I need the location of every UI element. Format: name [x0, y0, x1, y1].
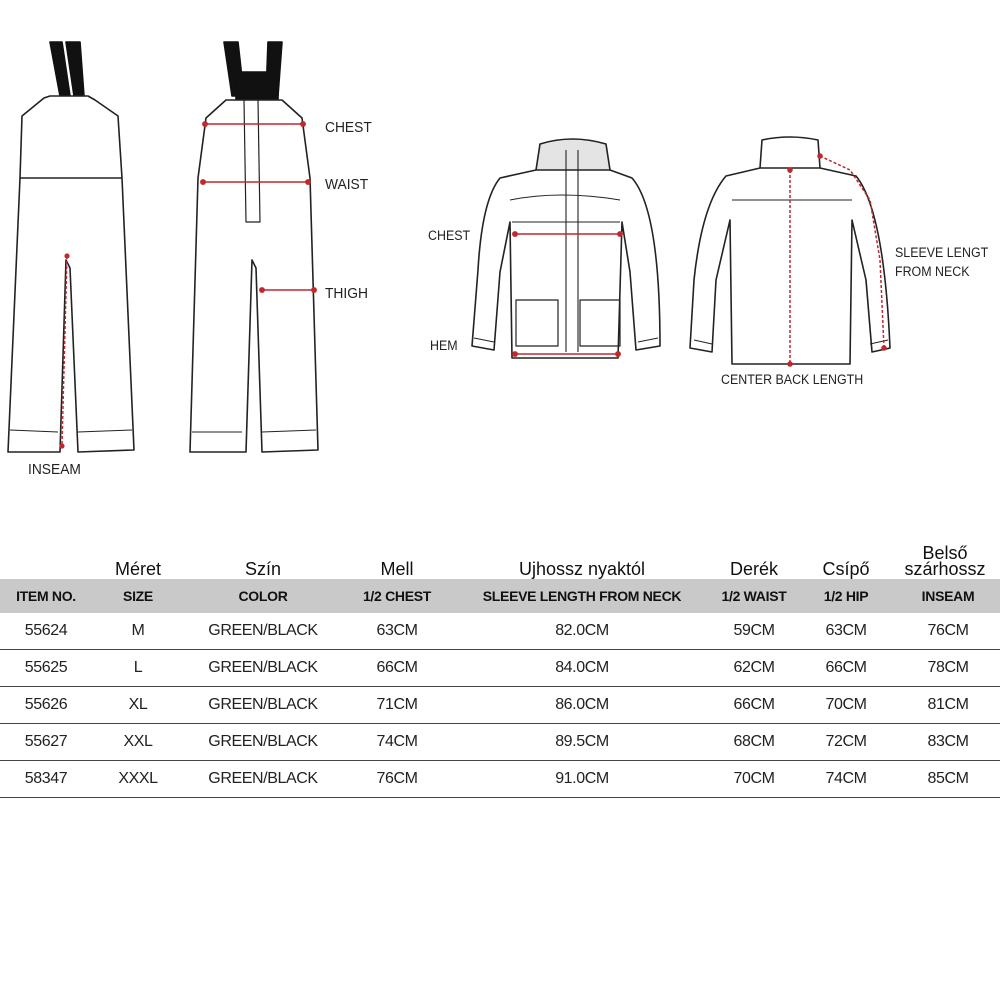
jacket-hem-label: HEM: [430, 338, 458, 353]
cell-item-no: 58347: [0, 761, 92, 798]
table-row: [0, 687, 1000, 724]
cell-chest: 74CM: [342, 724, 452, 761]
cell-size: L: [92, 650, 184, 687]
cell-chest: 76CM: [342, 761, 452, 798]
cell-sleeve: 84.0CM: [452, 650, 712, 687]
sleeve-length-label-line2: FROM NECK: [895, 264, 970, 279]
hu-header-color: Szín: [244, 559, 282, 579]
header-inseam: INSEAM: [896, 579, 1000, 613]
cell-waist: 70CM: [712, 761, 796, 798]
header-sleeve-length: SLEEVE LENGTH FROM NECK: [452, 579, 712, 613]
cell-inseam: 83CM: [896, 724, 1000, 761]
cell-chest: 66CM: [342, 650, 452, 687]
hu-header-inseam: Belső szárhossz: [904, 543, 986, 579]
cell-inseam: 76CM: [896, 613, 1000, 650]
bib-thigh-label: THIGH: [325, 285, 368, 302]
cell-size: XL: [92, 687, 184, 724]
cell-sleeve: 91.0CM: [452, 761, 712, 798]
hungarian-header-row: [0, 545, 1000, 579]
cell-sleeve: 82.0CM: [452, 613, 712, 650]
jacket-chest-label: CHEST: [428, 228, 471, 243]
hu-header-size: Méret: [114, 559, 161, 579]
cell-hip: 70CM: [796, 687, 896, 724]
cell-hip: 63CM: [796, 613, 896, 650]
header-half-chest: 1/2 CHEST: [342, 579, 452, 613]
cell-inseam: 85CM: [896, 761, 1000, 798]
english-header-row: [0, 579, 1000, 613]
bib-pants-back-drawing: [8, 42, 134, 452]
cell-color: GREEN/BLACK: [184, 724, 342, 761]
hu-header-chest: Mell: [380, 559, 414, 579]
header-half-waist: 1/2 WAIST: [712, 579, 796, 613]
header-color: COLOR: [184, 579, 342, 613]
cell-hip: 74CM: [796, 761, 896, 798]
size-chart-table: [0, 545, 1000, 798]
center-back-length-label: CENTER BACK LENGTH: [721, 372, 864, 387]
cell-color: GREEN/BLACK: [184, 613, 342, 650]
hu-header-item: [0, 545, 92, 579]
header-size: SIZE: [92, 579, 184, 613]
cell-item-no: 55627: [0, 724, 92, 761]
bib-waist-label: WAIST: [325, 176, 369, 193]
cell-hip: 66CM: [796, 650, 896, 687]
jacket-front-drawing: [472, 139, 660, 358]
cell-waist: 68CM: [712, 724, 796, 761]
cell-inseam: 78CM: [896, 650, 1000, 687]
cell-color: GREEN/BLACK: [184, 761, 342, 798]
cell-color: GREEN/BLACK: [184, 650, 342, 687]
table-row: [0, 761, 1000, 798]
cell-color: GREEN/BLACK: [184, 687, 342, 724]
table-row: [0, 724, 1000, 761]
hu-header-hip: Csípő: [822, 559, 870, 579]
cell-item-no: 55625: [0, 650, 92, 687]
cell-size: XXXL: [92, 761, 184, 798]
hu-header-waist: Derék: [729, 559, 778, 579]
sleeve-length-label-line1: SLEEVE LENGT: [895, 245, 989, 260]
cell-size: XXL: [92, 724, 184, 761]
bib-pants-front-drawing: [190, 42, 318, 452]
cell-sleeve: 86.0CM: [452, 687, 712, 724]
cell-chest: 71CM: [342, 687, 452, 724]
jacket-front-measures: [515, 234, 620, 354]
cell-sleeve: 89.5CM: [452, 724, 712, 761]
cell-item-no: 55626: [0, 687, 92, 724]
cell-waist: 62CM: [712, 650, 796, 687]
bib-inseam-label: INSEAM: [28, 461, 81, 478]
cell-chest: 63CM: [342, 613, 452, 650]
cell-inseam: 81CM: [896, 687, 1000, 724]
cell-waist: 66CM: [712, 687, 796, 724]
hu-header-sleeve: Ujhossz nyaktól: [518, 559, 646, 579]
cell-hip: 72CM: [796, 724, 896, 761]
header-half-hip: 1/2 HIP: [796, 579, 896, 613]
header-item-no: ITEM NO.: [0, 579, 92, 613]
cell-size: M: [92, 613, 184, 650]
cell-waist: 59CM: [712, 613, 796, 650]
table-row: [0, 613, 1000, 650]
bib-chest-label: CHEST: [325, 119, 372, 136]
cell-item-no: 55624: [0, 613, 92, 650]
table-row: [0, 650, 1000, 687]
